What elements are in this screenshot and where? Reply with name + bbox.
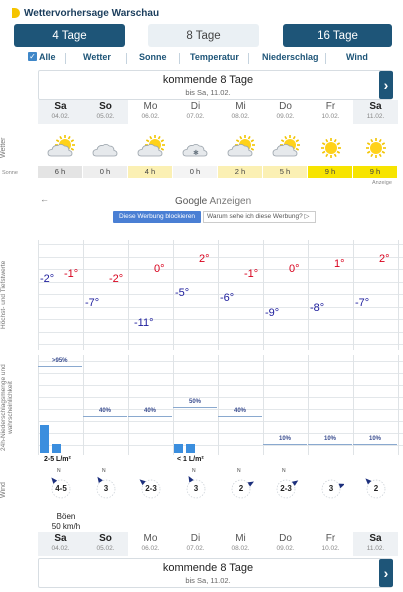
day-name: Fr	[325, 101, 336, 112]
wind-speed: 2	[238, 484, 244, 493]
day-header-bottom	[38, 532, 403, 556]
day-date: 09.02.	[276, 545, 295, 552]
column-divider	[38, 355, 39, 455]
day-cell	[38, 532, 83, 556]
label-precipitation: 24h-Niederschlagsmenge und wahrscheinlichkeit	[0, 364, 14, 452]
column-divider	[308, 240, 309, 350]
wind-speed: 2-3	[145, 484, 157, 493]
wind-speed: 3	[103, 484, 109, 493]
grid-line	[38, 361, 403, 362]
block-ad-button[interactable]: Diese Werbung blockieren	[113, 211, 201, 223]
grid-line	[38, 332, 403, 333]
grid-line	[38, 409, 403, 410]
day-cell	[128, 100, 173, 124]
day-date: 10.02.	[321, 113, 340, 120]
day-date: 06.02.	[141, 545, 160, 552]
wind-rose	[228, 468, 254, 498]
day-cell	[308, 532, 353, 556]
day-cell	[83, 100, 128, 124]
tab-4-days[interactable]: 4 Tage	[14, 24, 125, 47]
weather-icons-row	[38, 132, 403, 166]
high-temp: 0°	[289, 262, 300, 275]
day-name: Mo	[143, 533, 158, 544]
sunshine-hours: 4 h	[128, 166, 172, 178]
low-temp: -8°	[310, 302, 325, 315]
ad-label: Anzeigen	[209, 196, 252, 207]
probability-label: 40%	[99, 408, 112, 415]
high-temp: 2°	[199, 252, 210, 265]
column-divider	[38, 240, 39, 350]
high-temp: 0°	[154, 262, 165, 275]
wind-rose	[138, 472, 164, 498]
probability-line	[128, 416, 172, 417]
temperature-chart	[0, 240, 403, 350]
grid-line	[38, 397, 403, 398]
ad-header	[175, 196, 251, 207]
partly-sunny-icon	[136, 134, 166, 162]
next-period-button-bottom[interactable]	[379, 559, 393, 587]
probability-line	[83, 416, 127, 417]
filter-wetter[interactable]: Wetter	[83, 52, 111, 62]
day-cell	[218, 100, 263, 124]
column-divider	[218, 355, 219, 455]
filter-temperatur[interactable]: Temperatur	[190, 52, 239, 62]
low-temp: -9°	[265, 307, 280, 320]
tab-16-days[interactable]: 16 Tage	[283, 24, 392, 47]
column-divider	[353, 355, 354, 455]
grid-line	[38, 385, 403, 386]
day-name: Fr	[325, 533, 336, 544]
wind-rose	[363, 472, 389, 498]
precip-bar	[40, 425, 49, 453]
day-date: 06.02.	[141, 113, 160, 120]
grid-line	[38, 344, 403, 345]
day-name: So	[99, 101, 112, 112]
why-ad-button[interactable]: Warum sehe ich diese Werbung? ▷	[203, 211, 316, 223]
grid-line	[38, 257, 403, 258]
gusts-value: 50 km/h	[51, 522, 81, 531]
grid-line	[38, 244, 403, 245]
column-divider	[83, 240, 84, 350]
label-wetter: Wetter	[0, 137, 7, 159]
day-date: 07.02.	[186, 545, 205, 552]
column-divider	[398, 355, 399, 455]
partly-sunny-icon	[226, 134, 256, 162]
day-date: 08.02.	[231, 113, 250, 120]
sunshine-hours: 9 h	[308, 166, 352, 178]
day-cell	[263, 100, 308, 124]
filter-sonne[interactable]: Sonne	[139, 52, 167, 62]
probability-label: 10%	[369, 435, 382, 442]
column-divider	[263, 240, 264, 350]
sunshine-hours: 2 h	[218, 166, 262, 178]
day-cell	[353, 100, 398, 124]
probability-line	[38, 366, 82, 367]
anzeige-label: Anzeige	[372, 180, 392, 186]
compass-n: N	[57, 468, 61, 474]
probability-line	[353, 444, 397, 445]
day-cell	[263, 532, 308, 556]
svg-text:✱: ✱	[193, 149, 199, 157]
grid-line	[38, 282, 403, 283]
chevron-right-icon: ›	[383, 77, 389, 93]
high-temp: -2°	[109, 272, 124, 285]
low-temp: -7°	[85, 297, 100, 310]
sun-icon	[316, 134, 346, 162]
grid-line	[38, 433, 403, 434]
wind-speed: 2-3	[280, 484, 292, 493]
high-temp: 1°	[334, 257, 345, 270]
compass-n: N	[192, 468, 196, 474]
day-date: 07.02.	[186, 113, 205, 120]
probability-line	[263, 444, 307, 445]
wind-row	[0, 468, 403, 512]
day-name: Do	[279, 101, 292, 112]
day-name: Sa	[369, 101, 382, 112]
wind-rose	[48, 468, 74, 498]
column-divider	[173, 355, 174, 455]
back-arrow-icon[interactable]: ←	[40, 194, 49, 204]
day-cell	[38, 100, 83, 124]
day-name: Mo	[143, 101, 158, 112]
label-sonne: Sonne	[2, 170, 18, 176]
day-date: 09.02.	[276, 113, 295, 120]
probability-line	[308, 444, 352, 445]
wind-rose	[273, 468, 299, 498]
sunshine-hours: 6 h	[38, 166, 82, 178]
day-cell	[218, 532, 263, 556]
day-date: 11.02.	[366, 113, 385, 120]
day-header-top	[38, 100, 403, 124]
column-divider	[218, 240, 219, 350]
precipitation-chart	[0, 355, 403, 468]
probability-label: 40%	[144, 408, 157, 415]
precip-bar	[174, 444, 183, 453]
day-date: 04.02.	[51, 113, 70, 120]
day-cell	[308, 100, 353, 124]
column-divider	[263, 355, 264, 455]
title-marker	[12, 8, 20, 18]
day-name: Do	[279, 533, 292, 544]
chevron-right-icon: ›	[383, 565, 389, 581]
day-date: 05.02.	[96, 113, 115, 120]
day-name: Sa	[54, 533, 67, 544]
day-date: 11.02.	[366, 545, 385, 552]
compass-n: N	[237, 468, 241, 474]
day-name: Mi	[235, 101, 246, 112]
low-temp: -11°	[134, 317, 154, 330]
day-name: Sa	[369, 533, 382, 544]
compass-n: N	[102, 468, 106, 474]
day-date: 04.02.	[51, 545, 70, 552]
precip-bar	[186, 444, 195, 453]
day-name: Di	[190, 101, 201, 112]
day-date: 10.02.	[321, 545, 340, 552]
probability-label: 10%	[279, 435, 292, 442]
probability-line	[218, 416, 262, 417]
probability-label: 40%	[234, 408, 247, 415]
grid-line	[38, 445, 403, 446]
compass-n: N	[282, 468, 286, 474]
column-divider	[308, 355, 309, 455]
wind-speed: 4-5	[55, 484, 67, 493]
low-temp: -7°	[355, 297, 370, 310]
column-divider	[83, 355, 84, 455]
page-title	[12, 6, 159, 20]
period-title-top: kommende 8 Tage	[162, 74, 254, 86]
day-name: So	[99, 533, 112, 544]
probability-label: >95%	[52, 357, 68, 364]
filter-niederschlag[interactable]: Niederschlag	[262, 52, 319, 62]
grid-line	[38, 269, 403, 270]
partly-sunny-icon	[271, 134, 301, 162]
high-temp: -1°	[244, 267, 259, 280]
partly-sunny-icon	[46, 134, 76, 162]
period-subtitle-top: bis Sa, 11.02.	[185, 88, 231, 97]
wind-rose	[183, 468, 209, 498]
label-temperatures: Höchst- und Tiefstwerte	[0, 260, 7, 330]
probability-label: 50%	[189, 399, 202, 405]
low-temp: -6°	[220, 292, 235, 305]
wind-speed: 2	[373, 484, 379, 493]
probability-line	[173, 407, 217, 408]
gusts-label: Böen	[56, 512, 76, 521]
day-name: Di	[190, 533, 201, 544]
sunshine-row	[38, 166, 403, 178]
precip-amount: 2-5 L/m²	[44, 456, 71, 463]
filter-all[interactable]: Alle	[39, 52, 56, 62]
wind-rose	[93, 468, 119, 498]
grid-line	[38, 373, 403, 374]
sunshine-hours: 9 h	[353, 166, 397, 178]
wind-rose	[318, 472, 344, 498]
cloud-icon	[91, 134, 121, 162]
day-cell	[173, 532, 218, 556]
day-cell	[83, 532, 128, 556]
snow-cloud-icon	[181, 134, 211, 162]
low-temp: -2°	[40, 272, 55, 285]
day-cell	[128, 532, 173, 556]
sunshine-hours: 5 h	[263, 166, 307, 178]
period-subtitle-bottom: bis Sa, 11.02.	[185, 576, 231, 585]
precip-bar	[52, 444, 61, 453]
column-divider	[353, 240, 354, 350]
day-date: 05.02.	[96, 545, 115, 552]
sunshine-hours: 0 h	[83, 166, 127, 178]
column-divider	[173, 240, 174, 350]
wind-speed: 3	[193, 484, 199, 493]
filter-wind[interactable]: Wind	[346, 52, 368, 62]
google-brand: Google	[175, 196, 208, 207]
filter-bar	[26, 52, 402, 66]
label-wind: Wind	[0, 482, 7, 498]
next-period-button-top[interactable]	[379, 71, 393, 99]
grid-line	[38, 421, 403, 422]
column-divider	[398, 240, 399, 350]
period-title-bottom: kommende 8 Tage	[162, 562, 254, 574]
day-cell	[353, 532, 398, 556]
column-divider	[128, 240, 129, 350]
sunshine-hours: 0 h	[173, 166, 217, 178]
day-cell	[173, 100, 218, 124]
probability-label: 10%	[324, 435, 337, 442]
high-temp: 2°	[379, 252, 390, 265]
day-date: 08.02.	[231, 545, 250, 552]
column-divider	[128, 355, 129, 455]
low-temp: -5°	[175, 287, 190, 300]
grid-line	[38, 319, 403, 320]
day-name: Mi	[235, 533, 246, 544]
wind-speed: 3	[328, 484, 334, 493]
all-checkbox[interactable]: ✓	[29, 52, 36, 61]
day-name: Sa	[54, 101, 67, 112]
precip-amount: < 1 L/m²	[177, 456, 204, 463]
page-title-text: Wettervorhersage Warschau	[24, 7, 160, 19]
high-temp: -1°	[64, 267, 79, 280]
sun-icon	[361, 134, 391, 162]
tab-8-days[interactable]: 8 Tage	[148, 24, 259, 47]
gusts-info	[46, 512, 86, 532]
